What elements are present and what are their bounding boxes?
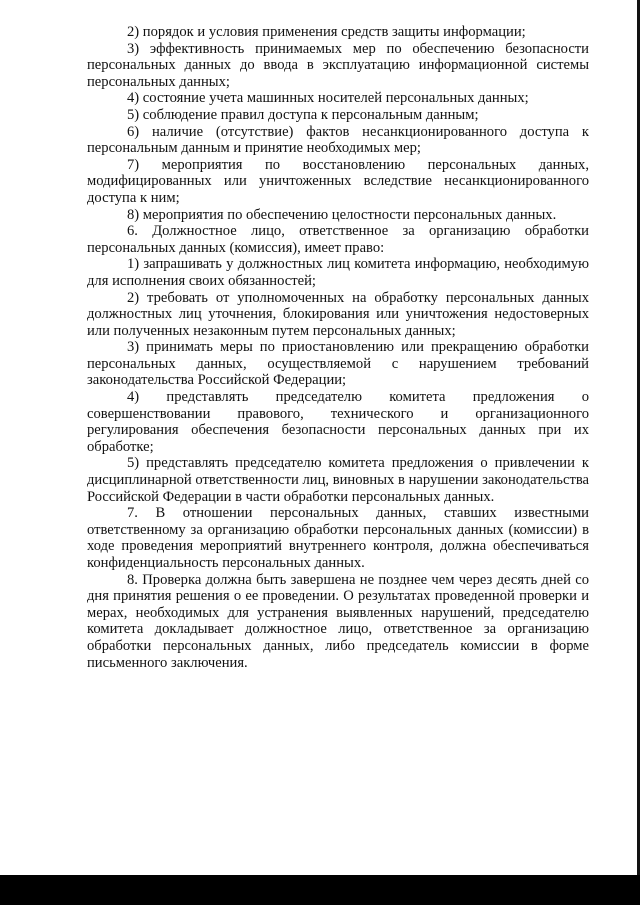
paragraph-item-7: 7) мероприятия по восстановлению персональных данных, модифицированных или уничтоженных вследствие несанкционированного доступа к ним; (87, 156, 589, 206)
scan-bottom-band (0, 875, 640, 905)
paragraph-right-3: 3) принимать меры по приостановлению или прекращению обработки персональных данных, осуществляемой с нарушением требований законодательства Российской Федерации; (87, 339, 589, 389)
document-body (87, 24, 589, 671)
paragraph-section-6: 6. Должностное лицо, ответственное за организацию обработки персональных данных (комиссия), имеет право: (87, 223, 589, 256)
paragraph-item-2: 2) порядок и условия применения средств защиты информации; (127, 24, 526, 40)
paragraph-item-6: 6) наличие (отсутствие) фактов несанкционированного доступа к персональным данным и принятие необходимых мер; (87, 123, 589, 157)
paragraph-right-4: 4) представлять председателю комитета предложения о совершенствовании правового, технического и организационного регулирования обеспечения безопасности персональных данных при их обработке; (87, 389, 589, 455)
paragraph-right-2: 2) требовать от уполномоченных на обработку персональных данных должностных лиц уточнения, блокирования или уничтожения недостоверных или полученных незаконным путем персональных данных; (87, 289, 589, 339)
paragraph-section-8: 8. Проверка должна быть завершена не позднее чем через десять дней со дня принятия решения о ее проведении. О результатах проведенной проверки и мерах, необходимых для устранения выявленных нарушений, председателю комитета докладывает должностное лицо, ответственное за организацию обработки персональных данных, либо председатель комиссии в форме письменного заключения. (87, 571, 589, 671)
paragraph-section-7: 7. В отношении персональных данных, ставших известными ответственному за организацию обработки персональных данных (комиссии) в ходе проведения мероприятий внутреннего контроля, должна обеспечиваться конфиденциальность персональных данных. (87, 505, 589, 571)
paragraph-item-8: 8) мероприятия по обеспечению целостности персональных данных. (127, 206, 557, 223)
paragraph-right-1: 1) запрашивать у должностных лиц комитета информацию, необходимую для исполнения своих обязанностей; (87, 256, 589, 289)
paragraph-item-3: 3) эффективность принимаемых мер по обеспечению безопасности персональных данных до ввода в эксплуатацию информационной системы персональных данных; (87, 40, 589, 90)
paragraph-item-5: 5) соблюдение правил доступа к персональным данным; (127, 106, 479, 123)
paragraph-right-5: 5) представлять председателю комитета предложения о привлечении к дисциплинарной ответственности лиц, виновных в нарушении законодательства Российской Федерации в части обработки персональных данных. (87, 455, 589, 505)
paragraph-item-4: 4) состояние учета машинных носителей персональных данных; (127, 90, 529, 107)
